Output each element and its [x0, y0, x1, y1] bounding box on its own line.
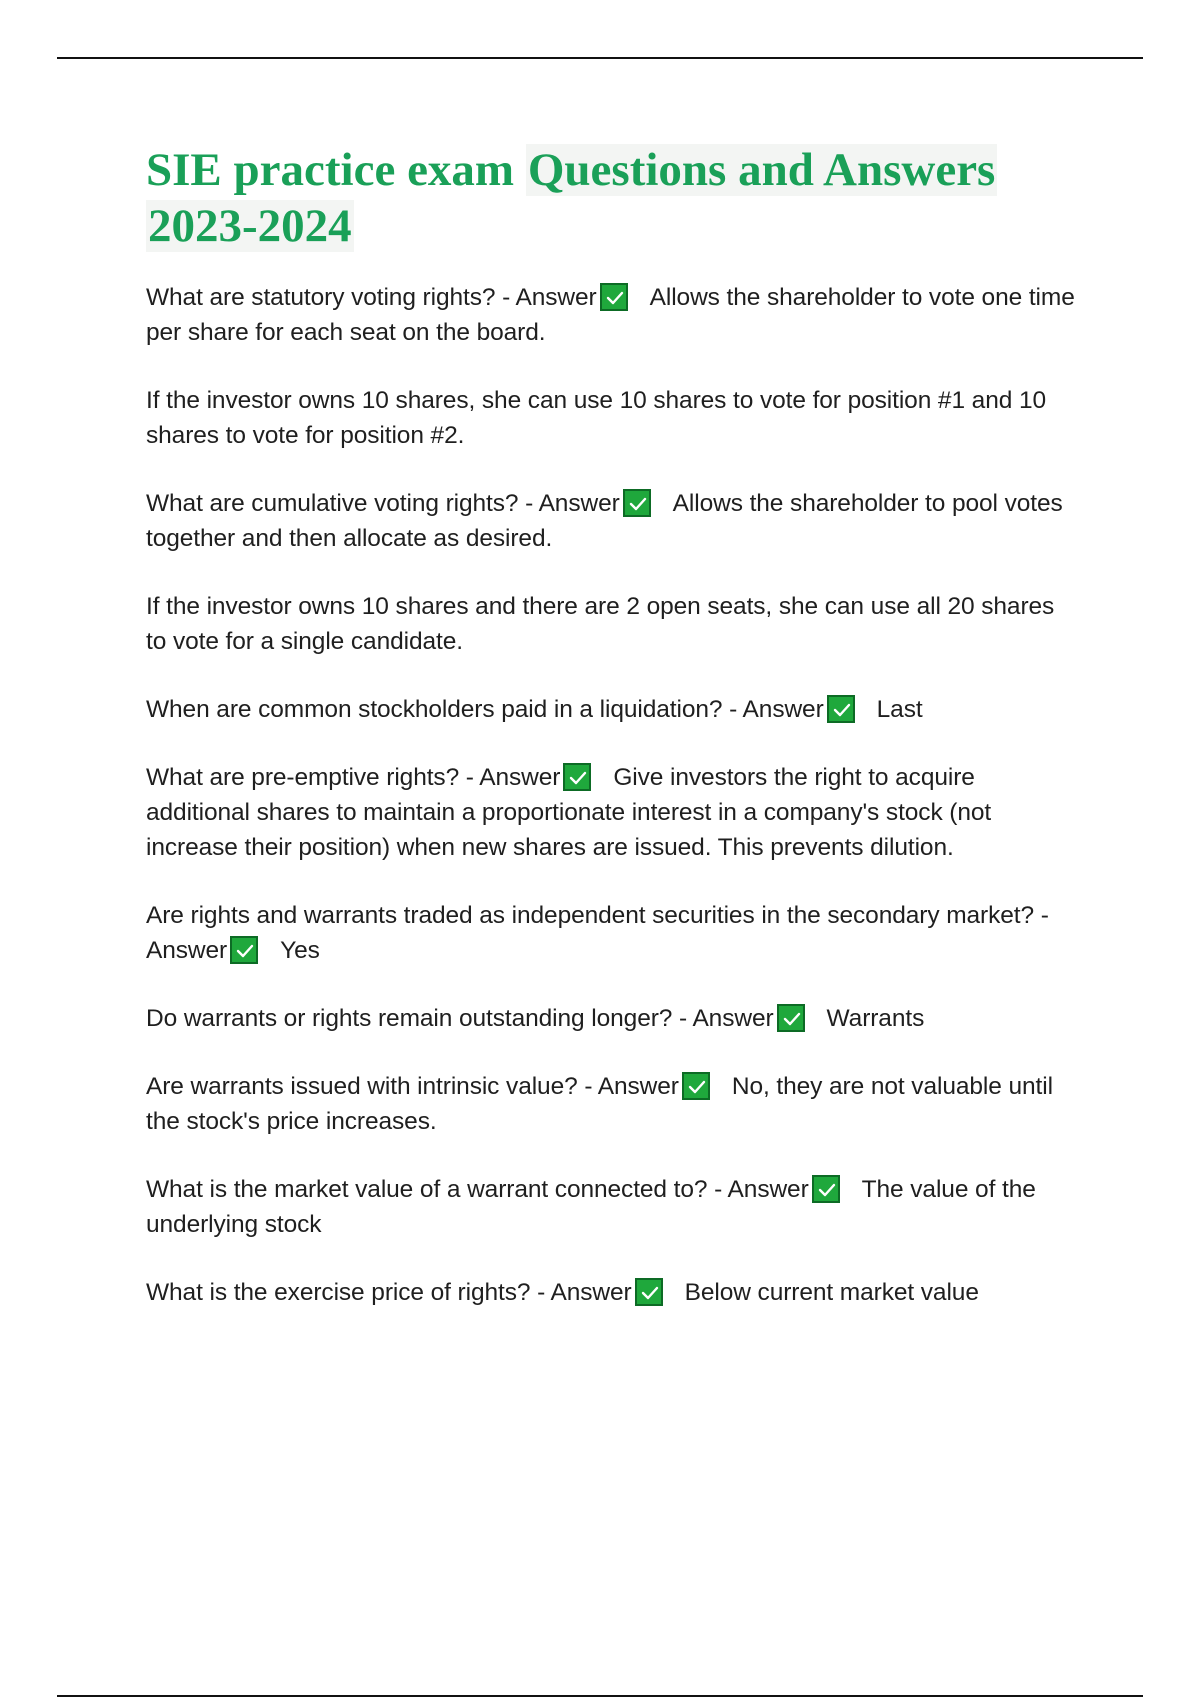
answer-text: No, they are not valuable until the stock's price increases. — [146, 1073, 1053, 1135]
answer-label: Answer — [692, 1005, 774, 1032]
answer-label: Answer — [146, 937, 228, 964]
question-text: Do warrants or rights remain outstanding longer? - — [146, 1005, 693, 1032]
question-text: What are pre-emptive rights? - — [146, 764, 480, 791]
checkmark-box-icon — [682, 1072, 710, 1100]
answer-label: Answer — [597, 1073, 679, 1100]
answer-text: Yes — [280, 937, 320, 964]
question-text: When are common stockholders paid in a liquidation? - — [146, 696, 743, 723]
title-part-1: SIE practice exam — [146, 144, 526, 196]
checkmark-box-icon — [777, 1004, 805, 1032]
qa-item — [146, 486, 1076, 556]
question-text: Are rights and warrants traded as independent securities in the secondary market? - — [146, 902, 1049, 929]
answer-text: Last — [876, 696, 923, 723]
answer-label: Answer — [550, 1279, 632, 1306]
checkmark-box-icon — [230, 936, 258, 964]
qa-item — [146, 1001, 1076, 1036]
checkmark-box-icon — [635, 1278, 663, 1306]
answer-text: Warrants — [826, 1005, 925, 1032]
question-text: What are cumulative voting rights? - — [146, 490, 539, 517]
checkmark-box-icon — [600, 283, 628, 311]
qa-item — [146, 760, 1076, 865]
answer-text: Give investors the right to acquire additional shares to maintain a proportionate interest in a company's stock (not increase their position) when new shares are issued. This prevents dilution. — [146, 764, 992, 861]
qa-item — [146, 1069, 1076, 1139]
question-text: What are statutory voting rights? - — [146, 284, 516, 311]
footer-rule — [57, 1695, 1143, 1697]
qa-note: If the investor owns 10 shares, she can use 10 shares to vote for position #1 and 10 shares to vote for position #2. — [146, 387, 1047, 449]
question-text: What is the exercise price of rights? - — [146, 1279, 551, 1306]
qa-item — [146, 692, 1076, 727]
qa-item — [146, 1172, 1076, 1242]
qa-item — [146, 898, 1076, 968]
answer-label: Answer — [742, 696, 824, 723]
document-title — [146, 142, 1076, 254]
answer-text: Below current market value — [684, 1279, 979, 1306]
document-body — [146, 142, 1076, 1343]
title-part-3: 2023-2024 — [148, 200, 352, 252]
answer-label: Answer — [538, 490, 620, 517]
answer-label: Answer — [515, 284, 597, 311]
answer-text: The value of the underlying stock — [146, 1176, 1036, 1238]
qa-item — [146, 1275, 1076, 1310]
checkmark-box-icon — [563, 763, 591, 791]
question-text: What is the market value of a warrant connected to? - — [146, 1176, 728, 1203]
checkmark-box-icon — [623, 489, 651, 517]
answer-text: Allows the shareholder to vote one time per share for each seat on the board. — [146, 284, 1075, 346]
qa-item — [146, 280, 1076, 350]
question-text: Are warrants issued with intrinsic value? - — [146, 1073, 598, 1100]
qa-note: If the investor owns 10 shares and there are 2 open seats, she can use all 20 shares to vote for a single candidate. — [146, 593, 1055, 655]
title-part-2: Questions and Answers — [527, 144, 996, 196]
answer-label: Answer — [727, 1176, 809, 1203]
header-rule — [57, 57, 1143, 59]
checkmark-box-icon — [812, 1175, 840, 1203]
answer-text: Allows the shareholder to pool votes together and then allocate as desired. — [146, 490, 1063, 552]
answer-label: Answer — [479, 764, 561, 791]
checkmark-box-icon — [827, 695, 855, 723]
